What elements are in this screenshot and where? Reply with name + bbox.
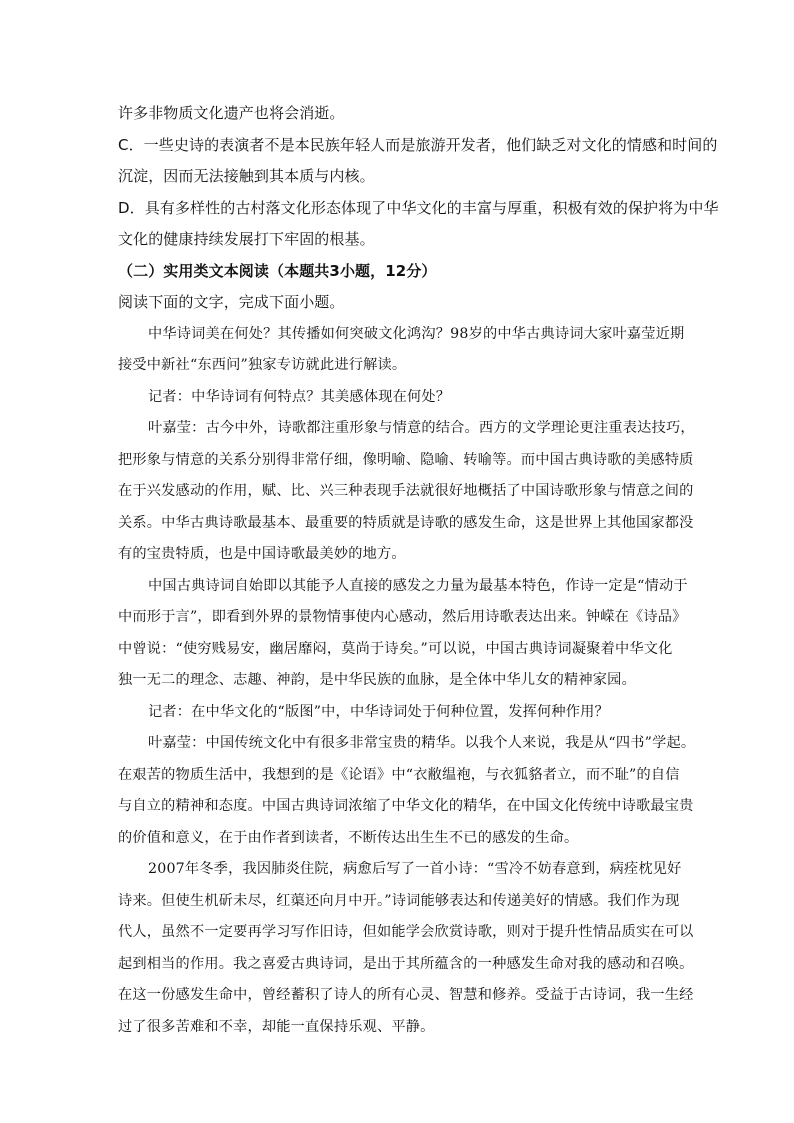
article-line: 在于兴发感动的作用，赋、比、兴三种表现手法就很好地概括了中国诗歌形象与情意之间的 xyxy=(118,483,694,499)
article-line: 独一无二的理念、志趣、神韵，是中华民族的血脉，是全体中华儿女的精神家园。 xyxy=(118,672,636,688)
page-content xyxy=(118,98,719,1043)
option-c-line-1: C．一些史诗的表演者不是本民族年轻人而是旅游开发者，他们缺乏对文化的情感和时间的 xyxy=(118,135,718,154)
article-line: 中曾说：“使穷贱易安，幽居靡闷，莫尚于诗矣。”可以说，中国古典诗词凝聚着中华文化 xyxy=(118,640,673,657)
article-line: 叶嘉莹：中国传统文化中有很多非常宝贵的精华。以我个人来说，我是从“四书”学起。 xyxy=(148,735,696,751)
article-line: 的价值和意义，在于由作者到读者，不断传达出生生不已的感发的生命。 xyxy=(118,829,579,846)
article-question: 记者：在中华文化的“版图”中，中华诗词处于何种位置，发挥何种作用？ xyxy=(148,703,609,720)
article-question: 记者：中华诗词有何特点？其美感体现在何处？ xyxy=(148,388,451,405)
article-line: 中而形于言”，即看到外界的景物情事使内心感动，然后用诗歌表达出来。钟嵘在《诗品》 xyxy=(118,609,687,625)
article-line: 与自立的精神和态度。中国古典诗词浓缩了中华文化的精华，在中国文化传统中诗歌最宝贵 xyxy=(118,798,694,814)
article-line: 中国古典诗词自始即以其能予人直接的感发之力量为最基本特色，作诗一定是“情动于 xyxy=(148,577,688,594)
instruction: 阅读下面的文字，完成下面小题。 xyxy=(118,293,345,311)
article-line: 过了很多苦难和不幸，却能一直保持乐观、平静。 xyxy=(118,1018,435,1035)
article-line: 2007年冬季，我因肺炎住院，病愈后写了一首小诗：“雪冷不妨春意到，病痊枕见好 xyxy=(148,861,682,877)
option-d-line-1: D．具有多样性的古村落文化形态体现了中华文化的丰富与厚重，积极有效的保护将为中华 xyxy=(118,198,719,217)
article-line: 在这一份感发生命中，曾经蓄积了诗人的所有心灵、智慧和修养。受益于古诗词，我一生经 xyxy=(118,987,694,1003)
article-line: 有的宝贵特质，也是中国诗歌最美妙的地方。 xyxy=(118,546,406,562)
article-line: 把形象与情意的关系分别得非常仔细，像明喻、隐喻、转喻等。而中国古典诗歌的美感特质 xyxy=(118,451,694,468)
article-line: 诗来。但使生机斫未尽，红蕖还向月中开。”诗词能够表达和传递美好的情感。我们作为现 xyxy=(118,892,680,909)
article-line: 关系。中华古典诗歌最基本、最重要的特质就是诗歌的感发生命，这是世界上其他国家都没 xyxy=(118,514,694,531)
section-heading: （二）实用类文本阅读（本题共3小题，12分） xyxy=(118,261,437,280)
article-line: 起到相当的作用。我之喜爱古典诗词，是出于其所蕴含的一种感发生命对我的感动和召唤。 xyxy=(118,955,694,972)
article-line: 在艰苦的物质生活中，我想到的是《论语》中“衣敝缊袍，与衣狐貉者立，而不耻”的自信 xyxy=(118,766,680,783)
option-d-line-2: 文化的健康持续发展打下牢固的根基。 xyxy=(118,230,375,248)
option-b-continuation: 许多非物质文化遗产也将会消逝。 xyxy=(118,104,345,122)
article-line: 代人，虽然不一定要再学习写作旧诗，但如能学会欣赏诗歌，则对于提升性情品质实在可以 xyxy=(118,924,694,940)
article-line: 接受中新社“东西问”独家专访就此进行解读。 xyxy=(118,357,407,373)
article-line: 叶嘉莹：古今中外，诗歌都注重形象与情意的结合。西方的文学理论更注重表达技巧， xyxy=(148,420,695,436)
article-line: 中华诗词美在何处？其传播如何突破文化鸿沟？98岁的中华古典诗词大家叶嘉莹近期 xyxy=(148,325,685,342)
option-c-line-2: 沉淀，因而无法接触到其本质与内核。 xyxy=(118,167,375,185)
